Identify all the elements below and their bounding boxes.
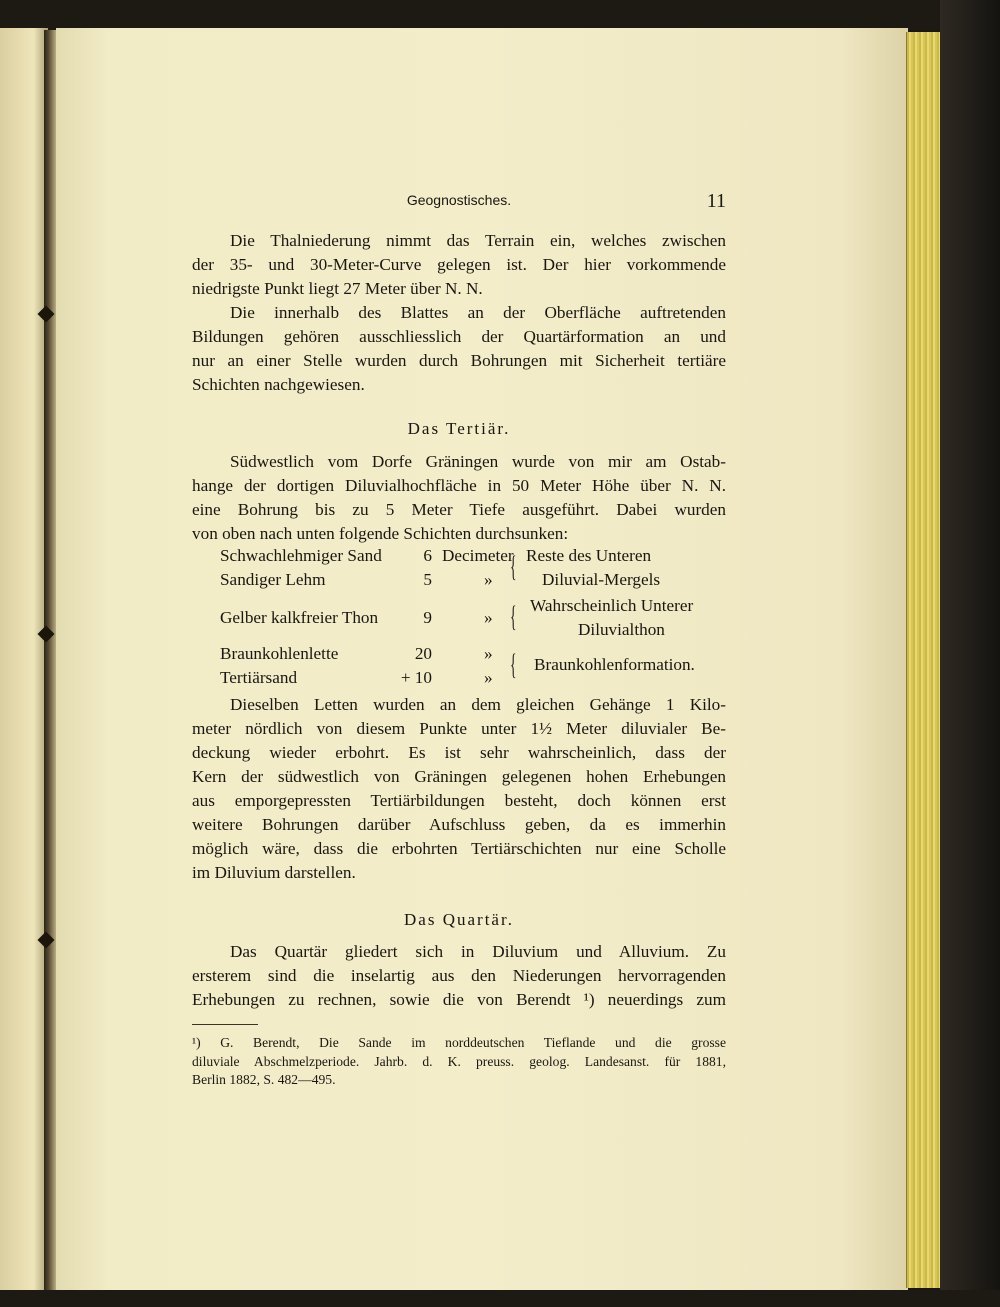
stratum-unit: » — [484, 608, 493, 627]
text-line: hange der dortigen Diluvialhochfläche in 50 Meter Höhe über N. N. — [192, 476, 726, 495]
stratum-thickness: 6 — [423, 546, 432, 565]
text-line: weitere Bohrungen darüber Aufschluss geben, da es immerhin — [192, 815, 726, 834]
stratum-thickness: + 10 — [400, 668, 432, 687]
strata-table — [192, 544, 726, 694]
scan-background-top — [0, 0, 1000, 30]
book-gutter — [44, 30, 56, 1290]
text-line: möglich wäre, dass die erbohrten Tertiärschichten nur eine Scholle — [192, 839, 726, 858]
stratum-thickness: 20 — [414, 644, 432, 663]
stratum-name: Braunkohlenlette — [220, 644, 339, 663]
group-description: Wahrscheinlich Unterer — [530, 596, 694, 615]
section-heading-quartaer: Das Quartär. — [404, 910, 514, 929]
stratum-unit: Decimeter — [442, 546, 514, 565]
page-number: 11 — [706, 190, 726, 212]
footnote-line: Berlin 1882, S. 482—495. — [192, 1072, 336, 1087]
text-line: Die innerhalb des Blattes an der Oberfläche auftretenden — [230, 303, 726, 322]
group-description: Reste des Unteren — [526, 546, 652, 565]
brace-icon: { — [510, 550, 517, 583]
footnote-line: diluviale Abschmelzperiode. Jahrb. d. K. preuss. geolog. Landesanst. für 1881, — [192, 1053, 726, 1069]
group-description: Diluvial-Mergels — [542, 570, 661, 589]
facing-page-edge — [0, 28, 48, 1290]
text-line: Das Quartär gliedert sich in Diluvium und Alluvium. Zu — [230, 942, 726, 961]
text-line: Bildungen gehören ausschliesslich der Quartärformation an und — [192, 327, 726, 346]
text-line: Kern der südwestlich von Gräningen gelegenen hohen Erhebungen — [192, 767, 726, 786]
section-heading-tertiaer: Das Tertiär. — [407, 419, 511, 438]
text-line: Die Thalniederung nimmt das Terrain ein, welches zwischen — [230, 231, 726, 250]
stratum-thickness: 5 — [423, 570, 432, 589]
stratum-name: Gelber kalkfreier Thon — [220, 608, 379, 627]
text-line: Erhebungen zu rechnen, sowie die von Berendt ¹) neuerdings zum — [192, 990, 726, 1009]
scan-background-bottom — [0, 1290, 1000, 1307]
text-line: eine Bohrung bis zu 5 Meter Tiefe ausgeführt. Dabei wurden — [192, 500, 726, 519]
paragraph-thalniederung — [192, 229, 726, 301]
paragraph-bildungen — [192, 301, 726, 397]
footnote — [192, 1034, 726, 1090]
brace-icon: { — [510, 600, 517, 633]
stratum-name: Tertiärsand — [220, 668, 298, 687]
brace-icon: { — [510, 648, 517, 681]
stratum-unit: » — [484, 570, 493, 589]
group-description: Diluvialthon — [578, 620, 665, 639]
text-line: meter nördlich von diesem Punkte unter 1½ Meter diluvialer Be- — [192, 719, 726, 738]
paragraph-quartaer — [192, 940, 726, 1012]
group-description: Braunkohlenformation. — [534, 655, 695, 674]
text-line: deckung wieder erbohrt. Es ist sehr wahrscheinlich, dass der — [192, 743, 726, 762]
text-line: Schichten nachgewiesen. — [192, 375, 365, 394]
text-line: niedrigste Punkt liegt 27 Meter über N. N. — [192, 279, 483, 298]
text-line: Dieselben Letten wurden an dem gleichen Gehänge 1 Kilo- — [230, 695, 726, 714]
stratum-thickness: 9 — [423, 608, 432, 627]
text-line: Südwestlich vom Dorfe Gräningen wurde von mir am Ostab- — [230, 452, 726, 471]
footnote-rule — [192, 1024, 258, 1025]
text-line: aus emporgepressten Tertiärbildungen besteht, doch können erst — [192, 791, 726, 810]
paragraph-bohrung — [192, 450, 726, 546]
text-line: ersterem sind die inselartig aus den Niederungen hervorragenden — [192, 966, 726, 985]
stratum-unit: » — [484, 668, 493, 687]
stratum-name: Schwachlehmiger Sand — [220, 546, 382, 565]
text-line: von oben nach unten folgende Schichten durchsunken: — [192, 524, 569, 543]
stratum-unit: » — [484, 644, 493, 663]
stratum-name: Sandiger Lehm — [220, 570, 326, 589]
paragraph-dieselben — [192, 693, 726, 885]
running-header: Geognostisches. — [406, 192, 512, 208]
footnote-line: ¹) G. Berendt, Die Sande im norddeutschen Tieflande und die grosse — [192, 1035, 726, 1050]
book-cover — [940, 0, 1000, 1307]
page-edges — [906, 32, 943, 1288]
text-line: im Diluvium darstellen. — [192, 863, 356, 882]
text-line: der 35- und 30-Meter-Curve gelegen ist. Der hier vorkommende — [192, 255, 726, 274]
page-header — [192, 190, 726, 216]
text-line: nur an einer Stelle wurden durch Bohrungen mit Sicherheit tertiäre — [192, 351, 726, 370]
